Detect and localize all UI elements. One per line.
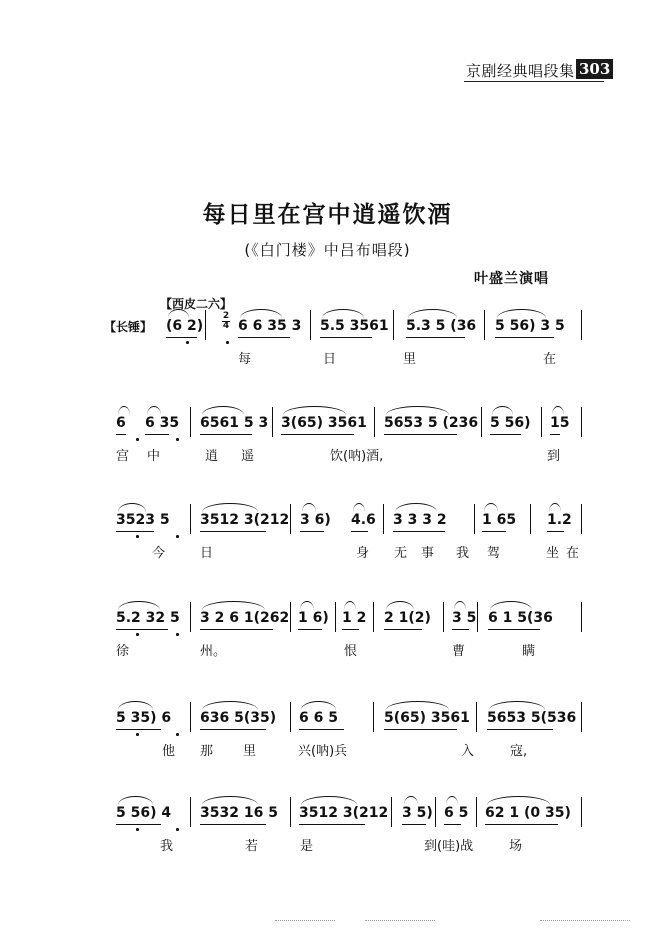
lyric: 兴(呐)兵 <box>298 744 348 759</box>
lyric: 在 <box>566 546 580 561</box>
beam-line <box>200 531 266 532</box>
beam-line <box>482 531 506 532</box>
slur-mark <box>549 503 561 512</box>
beam-line <box>200 824 266 825</box>
note-group: 1.2 <box>547 512 572 528</box>
note-group: 5 35) 6 <box>116 710 172 726</box>
note-group: 3 5 <box>452 610 477 626</box>
slur-mark <box>118 503 146 512</box>
lyric: 寇, <box>510 744 528 759</box>
beam-line <box>200 629 273 630</box>
slur-mark <box>202 406 244 415</box>
beam-line <box>299 729 344 730</box>
header-rule <box>464 81 604 82</box>
bar-line <box>581 702 582 732</box>
beam-line <box>444 824 461 825</box>
note-group: 3 6) <box>300 512 331 528</box>
beam-line <box>485 824 558 825</box>
beam-line <box>300 531 324 532</box>
bar-line <box>476 702 477 732</box>
lyric: 今 <box>152 546 166 561</box>
note-group: 6 5 <box>444 805 469 821</box>
lyric: 那 <box>200 744 214 759</box>
note-group: 3512 3(212 <box>299 805 389 821</box>
bar-line <box>481 407 482 437</box>
note-group: 5653 5(536 <box>487 710 577 726</box>
slur-mark <box>147 406 161 415</box>
lyric: 驾 <box>487 546 501 561</box>
performer-credit: 叶盛兰演唱 <box>474 271 549 287</box>
note-group: 3512 3(212 <box>200 512 290 528</box>
beam-line <box>488 629 540 630</box>
note-group: 6 1 5(36 <box>488 610 553 626</box>
note-group: 5.5 3561 <box>320 318 389 334</box>
beam-line <box>351 531 368 532</box>
note-group: 3532 16 5 <box>200 805 278 821</box>
beam-line <box>547 531 564 532</box>
page-number: 303 <box>576 59 613 79</box>
bar-line <box>373 602 374 632</box>
bar-line <box>290 504 291 534</box>
note-group: 6 35 <box>145 415 180 431</box>
beam-line <box>281 434 354 435</box>
slur-mark <box>446 796 458 805</box>
note-group: 3523 5 <box>116 512 170 528</box>
footer-rule <box>540 920 630 921</box>
note-group: 5653 5 (236 <box>384 415 479 431</box>
octave-dot <box>136 438 139 441</box>
slur-mark <box>386 406 449 415</box>
bar-line <box>530 504 531 534</box>
slur-mark <box>202 701 258 710</box>
slur-mark <box>118 701 153 710</box>
bar-line <box>484 310 485 340</box>
slur-mark <box>118 406 130 415</box>
beam-line <box>116 729 161 730</box>
slur-mark <box>300 601 314 610</box>
lyric: 无 <box>394 546 408 561</box>
slur-mark <box>492 406 513 415</box>
lyric: 入 <box>461 744 475 759</box>
beam-line <box>238 337 290 338</box>
slur-mark <box>386 701 449 710</box>
footer-rule <box>275 920 335 921</box>
lyric: 我 <box>456 546 470 561</box>
beam-line <box>200 729 266 730</box>
beam-line <box>116 629 168 630</box>
lyric: 里 <box>243 744 257 759</box>
lyric: 坐 <box>546 546 560 561</box>
octave-dot <box>176 535 179 538</box>
slur-mark <box>552 406 564 415</box>
lyric: 里 <box>403 352 417 367</box>
beam-line <box>116 824 161 825</box>
note-group: 3 2 6 1(262 <box>200 610 290 626</box>
lyric: 饮(呐)酒, <box>330 449 384 464</box>
bar-line <box>383 504 384 534</box>
lyric: 恨 <box>344 644 358 659</box>
bar-line <box>435 797 436 827</box>
lyric: 场 <box>509 839 523 854</box>
lyric: 到(哇)战 <box>424 839 474 854</box>
bar-line <box>474 504 475 534</box>
beam-line <box>406 337 465 338</box>
bar-line <box>443 602 444 632</box>
slur-mark <box>302 503 316 512</box>
note-group: 6561 5 3 <box>200 415 269 431</box>
beam-line <box>299 824 365 825</box>
footer-rule <box>365 920 435 921</box>
octave-dot <box>186 341 189 344</box>
note-group: 4.6 <box>351 512 376 528</box>
slur-mark <box>404 796 418 805</box>
bar-line <box>310 310 311 340</box>
slur-mark <box>322 309 364 318</box>
slur-mark <box>408 309 457 318</box>
slur-mark <box>344 601 356 610</box>
note-group: 1 6) <box>298 610 329 626</box>
slur-mark <box>301 701 336 710</box>
lyric: 瞒 <box>522 644 536 659</box>
bar-line <box>190 797 191 827</box>
lyric: 日 <box>323 352 337 367</box>
lyric: 徐 <box>116 644 130 659</box>
slur-mark <box>202 796 258 805</box>
note-group: 1 65 <box>482 512 517 528</box>
beam-line <box>200 434 252 435</box>
slur-mark <box>497 309 546 318</box>
octave-dot <box>136 633 139 636</box>
beam-line <box>384 434 457 435</box>
octave-dot <box>176 633 179 636</box>
beam-line <box>487 729 553 730</box>
time-signature-top: 2 <box>222 311 230 321</box>
bar-line <box>541 407 542 437</box>
slur-mark <box>118 601 160 610</box>
lyric: 逍 <box>205 449 219 464</box>
bar-line <box>205 310 206 340</box>
bar-line <box>272 407 273 437</box>
beam-line <box>166 337 197 338</box>
note-group: 5 56) <box>490 415 531 431</box>
bar-line <box>581 310 582 340</box>
slur-mark <box>386 601 414 610</box>
lyric: 曹 <box>452 644 466 659</box>
lyric: 是 <box>300 839 314 854</box>
bar-line <box>391 797 392 827</box>
book-title: 京剧经典唱段集 <box>466 62 575 80</box>
lyric: 事 <box>421 546 435 561</box>
note-group: 636 5(35) <box>200 710 277 726</box>
beam-line <box>116 434 126 435</box>
bar-line <box>190 702 191 732</box>
note-group: 5.2 32 5 <box>116 610 180 626</box>
octave-dot <box>136 535 139 538</box>
note-group: (6 2) <box>166 318 204 334</box>
lyric: 若 <box>245 839 259 854</box>
lyric: 宫 <box>116 449 130 464</box>
lyric: 遥 <box>241 449 255 464</box>
beam-line <box>320 337 372 338</box>
slur-mark <box>395 503 437 512</box>
slur-mark <box>202 601 265 610</box>
bar-line <box>581 797 582 827</box>
slur-mark <box>487 796 550 805</box>
octave-dot <box>136 733 139 736</box>
lyric: 我 <box>160 839 174 854</box>
lyric: 他 <box>162 744 176 759</box>
note-group: 5 56) 3 5 <box>495 318 565 334</box>
prelude-label: 【长锤】 <box>104 320 153 334</box>
bar-line <box>290 602 291 632</box>
lyric: 到 <box>547 449 561 464</box>
lyric: 日 <box>200 546 214 561</box>
bar-line <box>476 797 477 827</box>
beam-line <box>550 434 560 435</box>
note-group: 1 2 <box>342 610 367 626</box>
note-group: 3 3 3 2 <box>393 512 447 528</box>
beam-line <box>145 434 169 435</box>
song-title: 每日里在宫中逍遥饮酒 <box>202 201 453 228</box>
note-group: 3 5) <box>402 805 433 821</box>
bar-line <box>581 504 582 534</box>
beam-line <box>495 337 554 338</box>
slur-mark <box>283 406 346 415</box>
lyric: 中 <box>147 449 161 464</box>
note-group: 6 6 35 3 <box>238 318 302 334</box>
note-group: 6 6 5 <box>299 710 338 726</box>
slur-mark <box>454 601 466 610</box>
bar-line <box>335 602 336 632</box>
beam-line <box>452 629 469 630</box>
bar-line <box>477 602 478 632</box>
time-signature-bottom: 4 <box>222 321 230 331</box>
beam-line <box>384 729 457 730</box>
beam-line <box>116 531 154 532</box>
slur-mark <box>240 309 282 318</box>
note-group: 15 <box>550 415 570 431</box>
note-group: 62 1 (0 35) <box>485 805 571 821</box>
bar-line <box>393 310 394 340</box>
lyric: 每 <box>238 352 252 367</box>
bar-line <box>373 702 374 732</box>
bar-line <box>190 504 191 534</box>
slur-mark <box>490 601 532 610</box>
octave-dot <box>136 828 139 831</box>
lyric: 州。 <box>200 644 227 659</box>
bar-line <box>581 407 582 437</box>
bar-line <box>290 797 291 827</box>
octave-dot <box>176 828 179 831</box>
note-group: 5(65) 3561 <box>384 710 470 726</box>
note-group: 5 56) 4 <box>116 805 172 821</box>
bar-line <box>190 407 191 437</box>
mode-label: 【西皮二六】 <box>160 297 233 311</box>
slur-mark <box>489 701 545 710</box>
slur-mark <box>118 796 153 805</box>
bar-line <box>581 602 582 632</box>
note-group: 3(65) 3561 <box>281 415 367 431</box>
bar-line <box>190 602 191 632</box>
lyric: 在 <box>543 352 557 367</box>
octave-dot <box>176 438 179 441</box>
beam-line <box>342 629 359 630</box>
beam-line <box>393 531 445 532</box>
octave-dot <box>226 341 229 344</box>
slur-mark <box>301 796 357 805</box>
lyric: 身 <box>356 546 370 561</box>
beam-line <box>490 434 521 435</box>
beam-line <box>402 824 426 825</box>
song-subtitle: (《白门楼》中吕布唱段) <box>244 241 411 259</box>
slur-mark <box>484 503 498 512</box>
time-signature <box>221 312 231 331</box>
beam-line <box>384 629 422 630</box>
bar-line <box>374 407 375 437</box>
note-group: 2 1(2) <box>384 610 431 626</box>
beam-line <box>298 629 322 630</box>
note-group: 6 <box>116 415 126 431</box>
slur-mark <box>202 503 258 512</box>
octave-dot <box>176 733 179 736</box>
bar-line <box>290 702 291 732</box>
note-group: 5.3 5 (36 <box>406 318 477 334</box>
slur-mark <box>353 503 365 512</box>
